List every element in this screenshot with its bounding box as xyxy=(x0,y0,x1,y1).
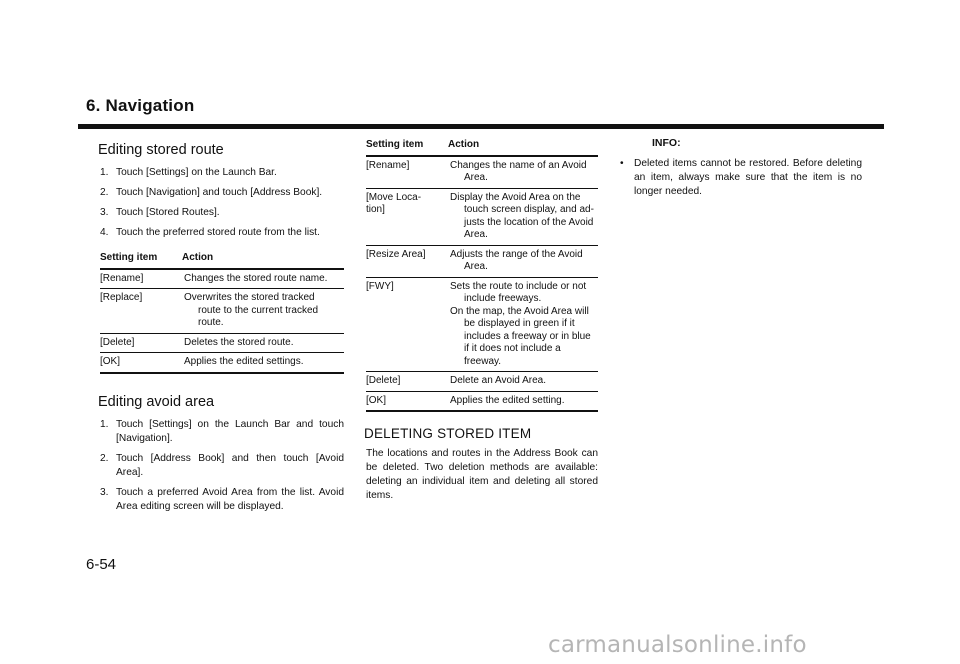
table-row xyxy=(100,269,344,289)
step-number: 2. xyxy=(100,452,109,464)
step-item xyxy=(100,186,344,200)
action-cell: Sets the route to include or not include freeways. On the map, the Avoid Area will be displayed in green if it includes a freeway or in blue if it does not include a freeway. xyxy=(444,277,598,372)
setting-item-cell: [Rename] xyxy=(100,272,144,284)
chapter-rule xyxy=(78,124,884,129)
chapter-title: 6. Navigation xyxy=(86,96,195,115)
table-row xyxy=(366,277,598,372)
step-text: Touch [Address Book] and then touch [Avoid Area]. xyxy=(116,452,344,478)
bullet-mark: • xyxy=(620,158,624,169)
step-text: Touch [Settings] on the Launch Bar and touch [Navigation]. xyxy=(116,418,344,444)
setting-item-cell: [OK] xyxy=(100,353,178,373)
step-number: 1. xyxy=(100,418,109,430)
step-number: 3. xyxy=(100,486,109,498)
setting-item-cell: [Delete] xyxy=(100,333,178,353)
setting-item-cell: [Replace] xyxy=(100,289,178,334)
step-text: Touch [Stored Routes]. xyxy=(116,207,220,218)
step-number: 2. xyxy=(100,187,109,198)
setting-item-cell: [Move Loca- tion] xyxy=(366,188,444,245)
action-cell: Display the Avoid Area on the touch screen display, and ad-justs the location of the Avoid Area. xyxy=(444,188,598,245)
column-right xyxy=(612,137,862,199)
section-title-editing-stored-route: Editing stored route xyxy=(98,142,224,158)
step-number: 1. xyxy=(100,167,109,178)
step-item xyxy=(100,166,344,180)
setting-item-cell: [Resize Area] xyxy=(366,245,444,277)
avoid-area-steps xyxy=(100,418,344,514)
table-row xyxy=(366,391,598,411)
step-item xyxy=(100,486,344,514)
step-number: 4. xyxy=(100,227,109,238)
table-row xyxy=(366,372,598,392)
column-header-setting-item: Setting item xyxy=(366,137,444,156)
table-row xyxy=(100,333,344,353)
info-bullet xyxy=(612,157,862,199)
action-cell: Changes the stored route name. xyxy=(184,272,328,284)
stored-route-table xyxy=(100,250,344,374)
step-item xyxy=(100,452,344,480)
step-text: Touch [Settings] on the Launch Bar. xyxy=(116,167,277,178)
action-cell: Delete an Avoid Area. xyxy=(444,372,598,392)
stored-route-steps xyxy=(100,166,344,240)
table-row xyxy=(100,289,344,334)
setting-item-cell: [Delete] xyxy=(366,372,444,392)
action-cell: Overwrites the stored tracked route to the current tracked route. xyxy=(178,289,344,334)
column-middle xyxy=(366,137,598,503)
table-row xyxy=(366,188,598,245)
setting-item-cell: [Rename] xyxy=(366,159,410,171)
step-text: Touch [Navigation] and touch [Address Book]. xyxy=(116,187,323,198)
column-left xyxy=(100,142,344,520)
step-text: Touch a preferred Avoid Area from the list. Avoid Area editing screen will be displayed. xyxy=(116,486,344,512)
table-row xyxy=(100,353,344,373)
step-text: Touch the preferred stored route from the list. xyxy=(116,227,320,238)
action-cell: Adjusts the range of the Avoid Area. xyxy=(444,245,598,277)
action-cell: Applies the edited setting. xyxy=(444,391,598,411)
column-header-action: Action xyxy=(178,250,344,269)
setting-item-cell: [FWY] xyxy=(366,277,444,372)
column-header-setting-item: Setting item xyxy=(100,250,178,269)
column-header-action: Action xyxy=(444,137,598,156)
action-cell: Applies the edited settings. xyxy=(178,353,344,373)
setting-item-cell: [OK] xyxy=(366,391,444,411)
action-cell: Deletes the stored route. xyxy=(178,333,344,353)
table-row xyxy=(366,156,598,189)
step-item xyxy=(100,206,344,220)
avoid-area-table xyxy=(366,137,598,412)
table-row xyxy=(366,245,598,277)
section-title-deleting-stored-item: DELETING STORED ITEM xyxy=(364,426,532,441)
watermark-link[interactable]: carmanualsonline.info xyxy=(548,632,807,658)
info-title: INFO: xyxy=(652,137,681,149)
section-title-editing-avoid-area: Editing avoid area xyxy=(98,393,215,410)
page-number: 6-54 xyxy=(86,556,117,573)
step-item xyxy=(100,226,344,240)
step-number: 3. xyxy=(100,207,109,218)
action-cell: Changes the name of an Avoid Area. xyxy=(450,159,587,183)
deleting-stored-item-text: The locations and routes in the Address Book can be deleted. Two deletion methods are available: deleting an individual item and deleting all stored items. xyxy=(366,448,598,501)
info-bullet-text: Deleted items cannot be restored. Before deleting an item, always make sure that the item is no longer needed. xyxy=(634,158,862,197)
step-item xyxy=(100,418,344,446)
